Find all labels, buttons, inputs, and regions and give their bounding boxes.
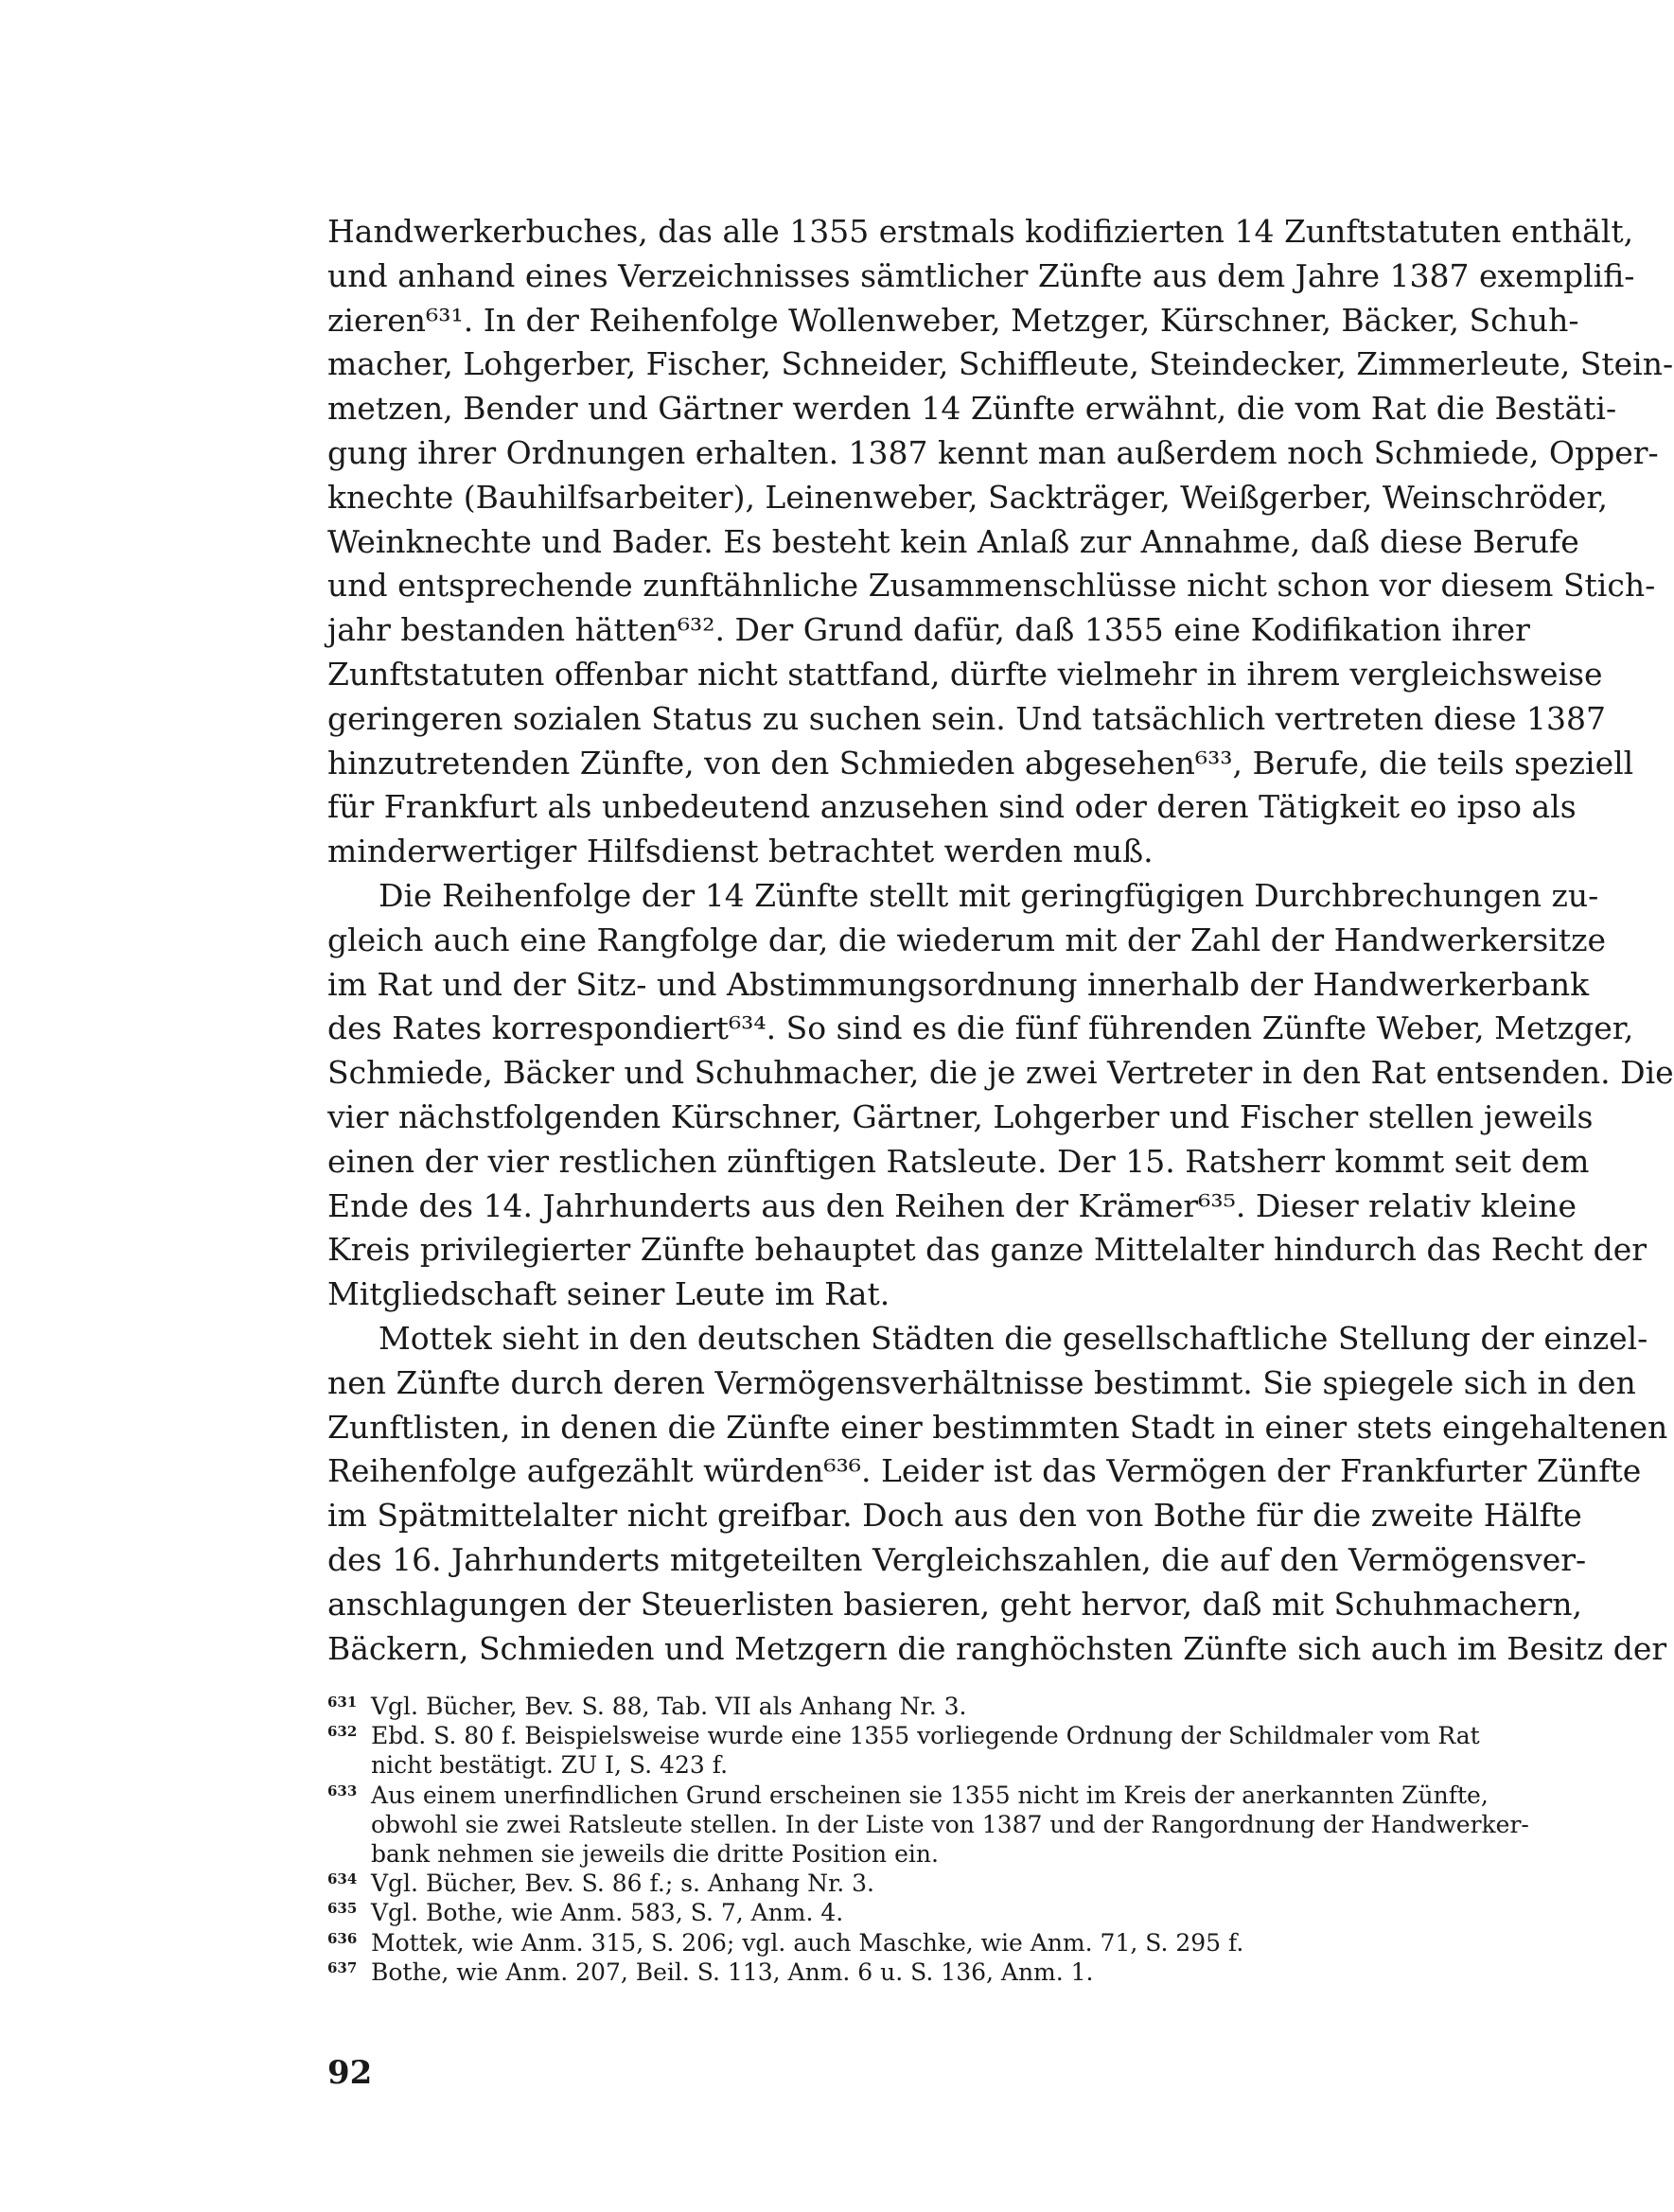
body-line: Reihenfolge aufgezählt würden⁶³⁶. Leider ist das Vermögen der Frankfurter Zünfte [327, 1452, 1642, 1490]
footnote-text: obwohl sie zwei Ratsleute stellen. In der Liste von 1387 und der Rangordnung der Handwerker- [371, 1810, 1529, 1838]
body-line: Weinknechte und Bader. Es besteht kein Anlaß zur Annahme, daß diese Berufe [327, 522, 1579, 560]
body-line: Mitgliedschaft seiner Leute im Rat. [327, 1275, 890, 1313]
body-line: Handwerkerbuches, das alle 1355 erstmals kodifizierten 14 Zunftstatuten enthält, [327, 213, 1634, 250]
footnote-line [327, 1869, 1436, 1898]
footnote-text: Aus einem unerfindlichen Grund erscheinen sie 1355 nicht im Kreis der anerkannten Zünfte, [371, 1781, 1489, 1809]
footnote-text: Bothe, wie Anm. 207, Beil. S. 113, Anm. 6 u. S. 136, Anm. 1. [371, 1957, 1094, 1986]
body-line: minderwertiger Hilfsdienst betrachtet werden muß. [327, 833, 1154, 870]
footnote-text: Mottek, wie Anm. 315, S. 206; vgl. auch Maschke, wie Anm. 71, S. 295 f. [371, 1928, 1244, 1957]
body-line: macher, Lohgerber, Fischer, Schneider, Schiffleute, Steindecker, Zimmerleute, Stein- [327, 345, 1674, 383]
body-line: für Frankfurt als unbedeutend anzusehen sind oder deren Tätigkeit eo ipso als [327, 788, 1577, 826]
footnote-line [327, 1781, 1489, 1810]
body-line: zieren⁶³¹. In der Reihenfolge Wollenweber, Metzger, Kürschner, Bäcker, Schuh- [327, 301, 1579, 339]
footnote-number: 631 [327, 1694, 358, 1711]
body-line: Kreis privilegierter Zünfte behauptet das ganze Mittelalter hindurch das Recht der [327, 1231, 1648, 1269]
body-line: gleich auch eine Rangfolge dar, die wiederum mit der Zahl der Handwerkersitze [327, 921, 1607, 958]
body-line: Bäckern, Schmieden und Metzgern die ranghöchsten Zünfte sich auch im Besitz der [327, 1629, 1667, 1667]
body-line: gung ihrer Ordnungen erhalten. 1387 kennt man außerdem noch Schmiede, Opper- [327, 433, 1659, 471]
body-line: Schmiede, Bäcker und Schuhmacher, die je zwei Vertreter in den Rat entsenden. Die [327, 1054, 1674, 1092]
body-text [327, 210, 1674, 1671]
body-line: anschlagungen der Steuerlisten basieren, geht hervor, daß mit Schuhmachern, [327, 1585, 1583, 1623]
body-line: Zunftstatuten offenbar nicht stattfand, dürfte vielmehr in ihrem vergleichsweise [327, 655, 1603, 693]
body-line: Ende des 14. Jahrhunderts aus den Reihen der Krämer⁶³⁵. Dieser relativ kleine [327, 1186, 1577, 1224]
footnote-line [327, 1898, 1436, 1927]
footnote-text: Ebd. S. 80 f. Beispielsweise wurde eine 1355 vorliegende Ordnung der Schildmaler vom Rat [371, 1722, 1480, 1750]
body-line: und anhand eines Verzeichnisses sämtlicher Zünfte aus dem Jahre 1387 exemplifi- [327, 256, 1635, 294]
body-line: vier nächstfolgenden Kürschner, Gärtner, Lohgerber und Fischer stellen jeweils [327, 1097, 1594, 1135]
footnote-line [327, 1928, 1436, 1957]
body-line: im Rat und der Sitz- und Abstimmungsordnung innerhalb der Handwerkerbank [327, 965, 1590, 1003]
body-line: Die Reihenfolge der 14 Zünfte stellt mit geringfügigen Durchbrechungen zu- [379, 876, 1599, 914]
footnote-text: Vgl. Bücher, Bev. S. 88, Tab. VII als Anhang Nr. 3. [371, 1693, 967, 1720]
body-line: nen Zünfte durch deren Vermögensverhältnisse bestimmt. Sie spiegele sich in den [327, 1363, 1636, 1401]
footnote-line [327, 1839, 1436, 1869]
footnote-line [327, 1957, 1436, 1987]
footnote-line [327, 1692, 1436, 1721]
body-line: metzen, Bender und Gärtner werden 14 Zünfte erwähnt, die vom Rat die Bestäti- [327, 390, 1617, 428]
footnote-number: 632 [327, 1723, 358, 1741]
body-line: knechte (Bauhilfsarbeiter), Leinenweber, Sackträger, Weißgerber, Weinschröder, [327, 478, 1609, 516]
footnote-text: nicht bestätigt. ZU I, S. 423 f. [371, 1751, 729, 1780]
footnotes [327, 1692, 1529, 1987]
footnote-number: 634 [327, 1870, 358, 1888]
body-line: und entsprechende zunftähnliche Zusammenschlüsse nicht schon vor diesem Stich- [327, 567, 1656, 605]
footnote-line [327, 1810, 1529, 1839]
page-number: 92 [327, 2054, 373, 2092]
body-line: Zunftlisten, in denen die Zünfte einer bestimmten Stadt in einer stets eingehaltenen [327, 1408, 1668, 1446]
body-line: jahr bestanden hätten⁶³². Der Grund dafür, daß 1355 eine Kodifikation ihrer [327, 611, 1530, 649]
footnote-text: Vgl. Bücher, Bev. S. 86 f.; s. Anhang Nr. 3. [371, 1870, 874, 1898]
footnote-number: 633 [327, 1782, 358, 1799]
body-line: hinzutretenden Zünfte, von den Schmieden abgesehen⁶³³, Berufe, die teils speziell [327, 744, 1634, 781]
body-line: des 16. Jahrhunderts mitgeteilten Vergleichszahlen, die auf den Vermögensver- [327, 1540, 1587, 1578]
body-line: im Spätmittelalter nicht greifbar. Doch aus den von Bothe für die zweite Hälfte [327, 1497, 1582, 1535]
footnote-number: 635 [327, 1900, 358, 1918]
footnote-text: Vgl. Bothe, wie Anm. 583, S. 7, Anm. 4. [371, 1899, 844, 1927]
footnote-text: bank nehmen sie jeweils die dritte Position ein. [371, 1839, 939, 1868]
body-line: Mottek sieht in den deutschen Städten die gesellschaftliche Stellung der einzel- [379, 1319, 1648, 1357]
body-line: geringeren sozialen Status zu suchen sein. Und tatsächlich vertreten diese 1387 [327, 699, 1606, 737]
footnote-line [327, 1721, 1480, 1750]
body-line: des Rates korrespondiert⁶³⁴. So sind es die fünf führenden Zünfte Weber, Metzger, [327, 1009, 1634, 1047]
footnote-number: 637 [327, 1958, 358, 1976]
footnote-number: 636 [327, 1929, 358, 1947]
body-line: einen der vier restlichen zünftigen Ratsleute. Der 15. Ratsherr kommt seit dem [327, 1142, 1590, 1180]
footnote-line [327, 1750, 1436, 1780]
